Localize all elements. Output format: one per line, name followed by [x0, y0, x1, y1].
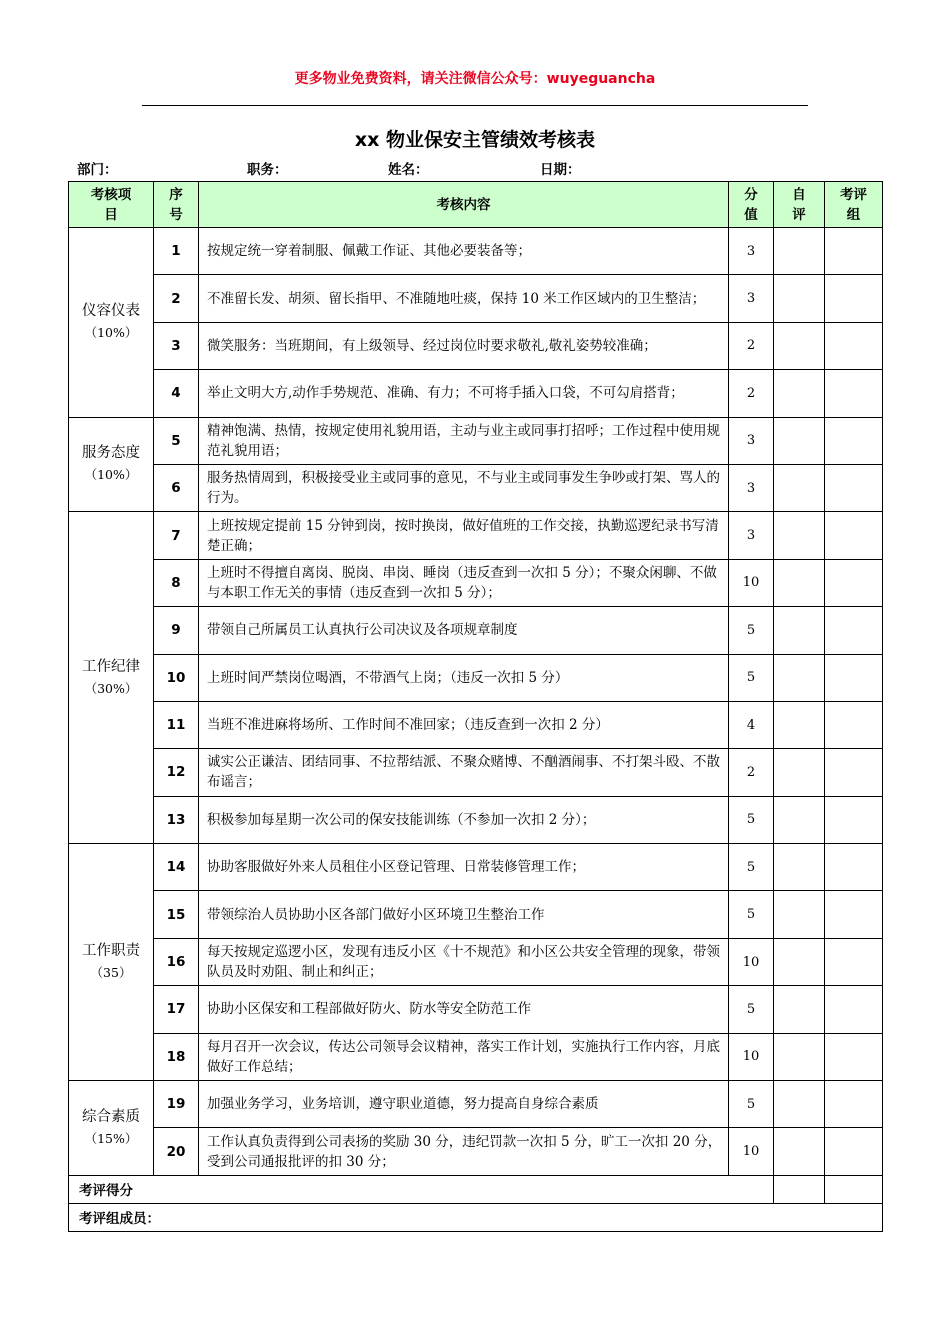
row-number: 17 — [154, 986, 199, 1033]
self-eval-cell[interactable] — [774, 938, 825, 985]
header-item: 考核项 目 — [69, 182, 154, 228]
group-eval-cell[interactable] — [825, 891, 883, 938]
self-eval-cell[interactable] — [774, 607, 825, 654]
group-eval-cell[interactable] — [825, 986, 883, 1033]
row-number: 8 — [154, 559, 199, 606]
group-eval-cell[interactable] — [825, 464, 883, 511]
row-number: 2 — [154, 275, 199, 322]
table-row — [69, 986, 883, 1033]
row-score: 2 — [729, 322, 774, 369]
row-content: 带领综治人员协助小区各部门做好小区环境卫生整治工作 — [199, 891, 729, 938]
row-score: 3 — [729, 228, 774, 275]
row-content: 每天按规定巡逻小区，发现有违反小区《十不规范》和小区公共安全管理的现象，带领队员及时劝阻、制止和纠正； — [199, 938, 729, 985]
row-content: 上班按规定提前 15 分钟到岗，按时换岗，做好值班的工作交接，执勤巡逻纪录书写清楚正确； — [199, 512, 729, 559]
date-label: 日期： — [540, 162, 581, 178]
table-row — [69, 749, 883, 796]
table-row — [69, 322, 883, 369]
category-name: 工作纪律 — [82, 658, 140, 675]
header-seq: 序 号 — [154, 182, 199, 228]
row-content: 诚实公正谦洁、团结同事、不拉帮结派、不聚众赌博、不酗酒闹事、不打架斗殴、不散布谣言； — [199, 749, 729, 796]
row-score: 5 — [729, 844, 774, 891]
row-number: 14 — [154, 844, 199, 891]
row-content: 当班不准进麻将场所、工作时间不准回家；（违反查到一次扣 2 分） — [199, 701, 729, 748]
group-eval-cell[interactable] — [825, 1033, 883, 1080]
row-score: 5 — [729, 1081, 774, 1128]
row-score: 5 — [729, 607, 774, 654]
row-number: 7 — [154, 512, 199, 559]
self-eval-cell[interactable] — [774, 512, 825, 559]
category-name: 仪容仪表 — [82, 303, 140, 320]
group-eval-cell[interactable] — [825, 844, 883, 891]
row-score: 3 — [729, 417, 774, 464]
row-number: 5 — [154, 417, 199, 464]
category-weight: （10%） — [84, 467, 138, 483]
table-row — [69, 654, 883, 701]
total-score-label: 考评得分 — [69, 1175, 774, 1203]
self-eval-cell[interactable] — [774, 228, 825, 275]
category-cell — [69, 228, 154, 418]
evaluation-table — [68, 181, 883, 1232]
group-eval-cell[interactable] — [825, 228, 883, 275]
row-number: 11 — [154, 701, 199, 748]
table-row — [69, 417, 883, 464]
table-row — [69, 1033, 883, 1080]
row-content: 工作认真负责得到公司表扬的奖励 30 分，违纪罚款一次扣 5 分，旷工一次扣 20 分，受到公司通报批评的扣 30 分； — [199, 1128, 729, 1175]
self-eval-cell[interactable] — [774, 1128, 825, 1175]
category-cell — [69, 417, 154, 512]
header-group-eval: 考评 组 — [825, 182, 883, 228]
table-row — [69, 844, 883, 891]
row-score: 10 — [729, 938, 774, 985]
row-number: 12 — [154, 749, 199, 796]
row-content: 服务热情周到，积极接受业主或同事的意见，不与业主或同事发生争吵或打架、骂人的行为。 — [199, 464, 729, 511]
table-row — [69, 938, 883, 985]
promo-header-note: 更多物业免费资料，请关注微信公众号：wuyeguancha — [294, 71, 656, 87]
group-eval-cell[interactable] — [825, 512, 883, 559]
name-label: 姓名： — [388, 162, 429, 178]
group-eval-cell[interactable] — [825, 417, 883, 464]
row-number: 16 — [154, 938, 199, 985]
table-row — [69, 464, 883, 511]
row-score: 2 — [729, 370, 774, 417]
self-eval-cell[interactable] — [774, 1081, 825, 1128]
table-row — [69, 275, 883, 322]
row-score: 3 — [729, 512, 774, 559]
self-eval-cell[interactable] — [774, 322, 825, 369]
row-score: 5 — [729, 796, 774, 843]
row-content: 上班时间严禁岗位喝酒，不带酒气上岗；（违反一次扣 5 分） — [199, 654, 729, 701]
category-cell — [69, 512, 154, 844]
row-number: 1 — [154, 228, 199, 275]
table-header-row — [69, 182, 883, 228]
row-content: 不准留长发、胡须、留长指甲、不准随地吐痰，保持 10 米工作区域内的卫生整洁； — [199, 275, 729, 322]
row-number: 18 — [154, 1033, 199, 1080]
category-weight: （15%） — [84, 1130, 138, 1146]
self-eval-cell[interactable] — [774, 559, 825, 606]
total-score-row — [69, 1175, 883, 1203]
row-number: 13 — [154, 796, 199, 843]
self-eval-cell[interactable] — [774, 844, 825, 891]
table-row — [69, 1128, 883, 1175]
category-name: 工作职责 — [82, 943, 140, 960]
self-eval-cell[interactable] — [774, 749, 825, 796]
row-content: 每月召开一次会议，传达公司领导会议精神，落实工作计划，实施执行工作内容，月底做好工作总结； — [199, 1033, 729, 1080]
row-number: 15 — [154, 891, 199, 938]
row-content: 精神饱满、热情，按规定使用礼貌用语，主动与业主或同事打招呼；工作过程中使用规范礼貌用语； — [199, 417, 729, 464]
total-group-cell[interactable] — [825, 1175, 883, 1203]
row-number: 9 — [154, 607, 199, 654]
group-eval-cell[interactable] — [825, 654, 883, 701]
self-eval-cell[interactable] — [774, 891, 825, 938]
row-content: 举止文明大方,动作手势规范、准确、有力；不可将手插入口袋，不可勾肩搭背； — [199, 370, 729, 417]
total-self-cell[interactable] — [774, 1175, 825, 1203]
header-self-eval: 自 评 — [774, 182, 825, 228]
row-score: 2 — [729, 749, 774, 796]
row-score: 5 — [729, 654, 774, 701]
row-number: 6 — [154, 464, 199, 511]
header-divider — [142, 105, 808, 106]
group-eval-cell[interactable] — [825, 370, 883, 417]
self-eval-cell[interactable] — [774, 701, 825, 748]
header-content: 考核内容 — [199, 182, 729, 228]
table-row — [69, 607, 883, 654]
group-eval-cell[interactable] — [825, 607, 883, 654]
row-score: 4 — [729, 701, 774, 748]
table-row — [69, 228, 883, 275]
category-cell — [69, 1081, 154, 1176]
row-score: 3 — [729, 275, 774, 322]
row-score: 10 — [729, 559, 774, 606]
self-eval-cell[interactable] — [774, 654, 825, 701]
self-eval-cell[interactable] — [774, 464, 825, 511]
group-eval-cell[interactable] — [825, 796, 883, 843]
position-label: 职务： — [247, 162, 288, 178]
table-row — [69, 559, 883, 606]
self-eval-cell[interactable] — [774, 986, 825, 1033]
category-weight: （30%） — [84, 680, 138, 696]
table-row — [69, 512, 883, 559]
group-eval-cell[interactable] — [825, 1081, 883, 1128]
row-score: 5 — [729, 986, 774, 1033]
table-row — [69, 370, 883, 417]
category-name: 服务态度 — [82, 445, 140, 462]
row-content: 微笑服务：当班期间，有上级领导、经过岗位时要求敬礼,敬礼姿势较准确； — [199, 322, 729, 369]
row-number: 4 — [154, 370, 199, 417]
row-content: 上班时不得擅自离岗、脱岗、串岗、睡岗（违反查到一次扣 5 分）；不聚众闲聊、不做与本职工作无关的事情（违反查到一次扣 5 分）； — [199, 559, 729, 606]
row-score: 10 — [729, 1033, 774, 1080]
row-content: 按规定统一穿着制服、佩戴工作证、其他必要装备等； — [199, 228, 729, 275]
category-weight: （35） — [90, 965, 132, 981]
members-label: 考评组成员： — [69, 1203, 883, 1231]
row-number: 3 — [154, 322, 199, 369]
table-row — [69, 891, 883, 938]
document-title: xx 物业保安主管绩效考核表 — [354, 129, 596, 151]
header-score: 分 值 — [729, 182, 774, 228]
row-number: 20 — [154, 1128, 199, 1175]
table-row — [69, 1081, 883, 1128]
self-eval-cell[interactable] — [774, 417, 825, 464]
row-number: 10 — [154, 654, 199, 701]
group-eval-cell[interactable] — [825, 275, 883, 322]
row-content: 积极参加每星期一次公司的保安技能训练（不参加一次扣 2 分）； — [199, 796, 729, 843]
group-eval-cell[interactable] — [825, 701, 883, 748]
row-content: 协助客服做好外来人员租住小区登记管理、日常装修管理工作； — [199, 844, 729, 891]
group-eval-cell[interactable] — [825, 749, 883, 796]
row-number: 19 — [154, 1081, 199, 1128]
table-row — [69, 796, 883, 843]
category-name: 综合素质 — [82, 1108, 140, 1125]
dept-label: 部门： — [77, 162, 118, 178]
self-eval-cell[interactable] — [774, 1033, 825, 1080]
category-weight: （10%） — [84, 325, 138, 341]
row-content: 加强业务学习，业务培训，遵守职业道德，努力提高自身综合素质 — [199, 1081, 729, 1128]
members-row — [69, 1203, 883, 1231]
group-eval-cell[interactable] — [825, 1128, 883, 1175]
category-cell — [69, 844, 154, 1081]
self-eval-cell[interactable] — [774, 796, 825, 843]
row-score: 3 — [729, 464, 774, 511]
self-eval-cell[interactable] — [774, 370, 825, 417]
group-eval-cell[interactable] — [825, 322, 883, 369]
self-eval-cell[interactable] — [774, 275, 825, 322]
table-row — [69, 701, 883, 748]
row-score: 10 — [729, 1128, 774, 1175]
group-eval-cell[interactable] — [825, 938, 883, 985]
group-eval-cell[interactable] — [825, 559, 883, 606]
row-content: 带领自己所属员工认真执行公司决议及各项规章制度 — [199, 607, 729, 654]
row-content: 协助小区保安和工程部做好防火、防水等安全防范工作 — [199, 986, 729, 1033]
row-score: 5 — [729, 891, 774, 938]
